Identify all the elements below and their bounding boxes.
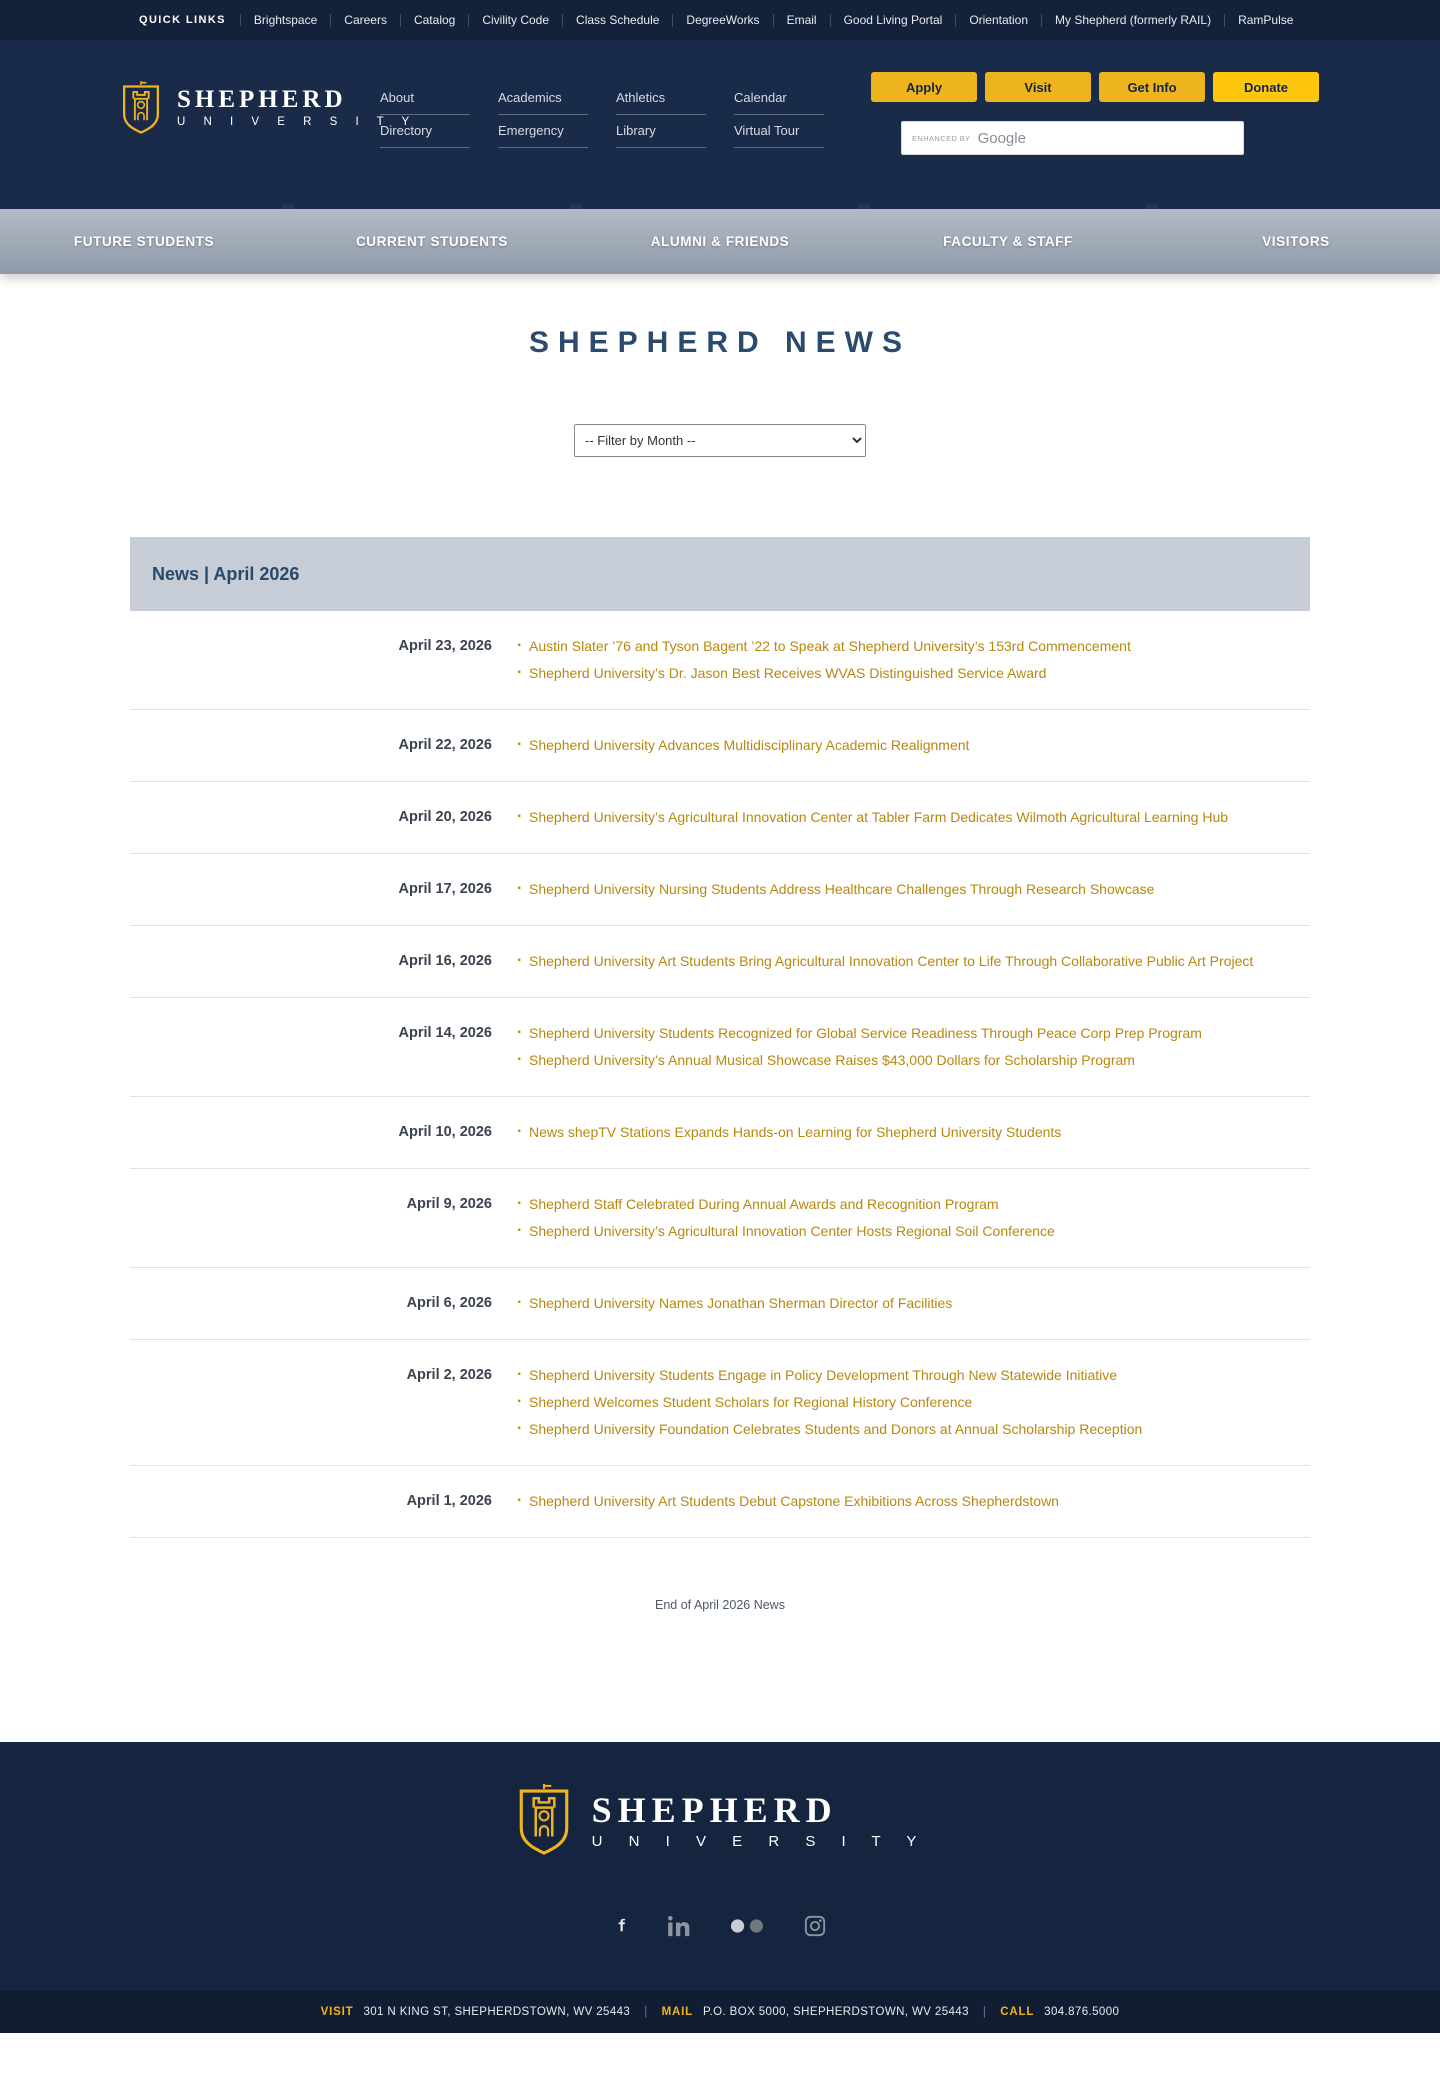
- news-row: [130, 1340, 1310, 1466]
- site-header: [0, 40, 1440, 209]
- news-date: April 16, 2026: [398, 953, 492, 969]
- site-footer: [0, 1742, 1440, 2033]
- audience-nav-future-students[interactable]: FUTURE STUDENTS: [73, 234, 215, 249]
- topbar-link-catalog[interactable]: Catalog: [401, 14, 469, 27]
- bullet-icon: ·: [517, 880, 523, 897]
- news-row: [130, 611, 1310, 710]
- filter-wrap: [0, 424, 1440, 457]
- news-date: April 17, 2026: [398, 881, 492, 897]
- header-nav: [380, 90, 852, 156]
- nav-notch: [570, 204, 582, 209]
- news-date: April 23, 2026: [398, 638, 492, 654]
- news-date: April 1, 2026: [406, 1493, 492, 1509]
- header-nav-virtual-tour[interactable]: Virtual Tour: [734, 123, 824, 148]
- contact-separator: |: [644, 2006, 648, 2018]
- topbar-link-degreeworks[interactable]: DegreeWorks: [673, 14, 773, 27]
- news-links: [517, 1290, 1310, 1317]
- news-row: [130, 782, 1310, 854]
- visit-button[interactable]: Visit: [985, 72, 1091, 102]
- mail-label: MAIL: [661, 2006, 693, 2018]
- news-date: April 10, 2026: [398, 1124, 492, 1140]
- bullet-icon: ·: [517, 1051, 523, 1068]
- news-links: [517, 1119, 1310, 1146]
- news-row: [130, 1169, 1310, 1268]
- news-link[interactable]: Shepherd University Foundation Celebrates Students and Donors at Annual Scholarship Reception: [529, 1421, 1143, 1437]
- news-row: [130, 1268, 1310, 1340]
- header-nav-library[interactable]: Library: [616, 123, 706, 148]
- bullet-icon: ·: [517, 1024, 523, 1041]
- bullet-icon: ·: [517, 1393, 523, 1410]
- topbar-link-careers[interactable]: Careers: [331, 14, 401, 27]
- logo-line1: SHEPHERD: [177, 86, 347, 114]
- news-link[interactable]: Shepherd University Art Students Debut Capstone Exhibitions Across Shepherdstown: [529, 1493, 1059, 1509]
- news-links: [517, 876, 1310, 903]
- google-logo: Google: [977, 129, 1026, 147]
- header-nav-row1: [380, 90, 852, 123]
- news-row: [130, 1466, 1310, 1538]
- footer-logo-text: [591, 1789, 928, 1850]
- news-item: [517, 804, 1295, 831]
- page-title: SHEPHERD NEWS: [528, 326, 912, 359]
- news-item: [517, 1191, 1295, 1218]
- search-enhanced-by-label: ENHANCED BY: [912, 133, 971, 143]
- contact-separator: |: [982, 2006, 987, 2018]
- news-item: [517, 1218, 1295, 1245]
- footer-logo-line2: U N I V E R S I T Y: [591, 1832, 928, 1850]
- apply-button[interactable]: Apply: [871, 72, 977, 102]
- audience-nav-faculty-staff[interactable]: FACULTY & STAFF: [943, 234, 1073, 249]
- news-link[interactable]: Shepherd University Names Jonathan Sherman Director of Facilities: [529, 1295, 953, 1311]
- news-link[interactable]: Shepherd University Nursing Students Address Healthcare Challenges Through Research Showcase: [529, 881, 1155, 897]
- header-nav-academics[interactable]: Academics: [498, 90, 588, 115]
- news-item: [517, 633, 1295, 660]
- news-link[interactable]: Shepherd Welcomes Student Scholars for Regional History Conference: [529, 1394, 973, 1410]
- news-links: [517, 948, 1310, 975]
- news-row: [130, 710, 1310, 782]
- logo-line2: U N I V E R S I T Y: [177, 116, 417, 129]
- news-link[interactable]: Shepherd University Advances Multidisciplinary Academic Realignment: [529, 737, 970, 753]
- news-date: April 2, 2026: [406, 1367, 492, 1383]
- end-of-news-text: End of April 2026 News: [655, 1598, 785, 1612]
- news-item: [517, 948, 1295, 975]
- bullet-icon: ·: [517, 1195, 523, 1212]
- bullet-icon: ·: [517, 1294, 523, 1311]
- news-section-header: [130, 537, 1310, 611]
- audience-nav-current-students[interactable]: CURRENT STUDENTS: [355, 234, 509, 249]
- news-date: April 14, 2026: [398, 1025, 492, 1041]
- site-search-input[interactable]: [901, 121, 1244, 155]
- news-item: [517, 1047, 1295, 1074]
- news-link[interactable]: Shepherd University’s Agricultural Innovation Center at Tabler Farm Dedicates Wilmoth Agricultural Learning Hub: [529, 809, 1229, 825]
- news-item: [517, 1488, 1295, 1515]
- news-date: April 9, 2026: [406, 1196, 492, 1212]
- visit-label: VISIT: [320, 2006, 354, 2018]
- news-links: [517, 1362, 1310, 1443]
- bullet-icon: ·: [517, 637, 523, 654]
- news-link[interactable]: Austin Slater ’76 and Tyson Bagent ’22 to Speak at Shepherd University’s 153rd Commencement: [529, 638, 1131, 654]
- month-filter-select[interactable]: [574, 424, 866, 457]
- donate-button[interactable]: Donate: [1213, 72, 1319, 102]
- news-link[interactable]: Shepherd University’s Agricultural Innovation Center Hosts Regional Soil Conference: [529, 1223, 1055, 1239]
- news-container: [130, 537, 1310, 1538]
- quick-links-label: QUICK LINKS: [139, 14, 241, 26]
- header-nav-athletics[interactable]: Athletics: [616, 90, 706, 115]
- news-links: [517, 1488, 1310, 1515]
- news-links: [517, 804, 1310, 831]
- news-item: [517, 1119, 1295, 1146]
- news-date: April 20, 2026: [398, 809, 492, 825]
- audience-nav-visitors[interactable]: VISITORS: [1262, 234, 1330, 249]
- social-links: [0, 1914, 1440, 1938]
- news-link[interactable]: Shepherd University Students Engage in Policy Development Through New Statewide Initiative: [529, 1367, 1118, 1383]
- bullet-icon: ·: [517, 736, 523, 753]
- get-info-button[interactable]: Get Info: [1099, 72, 1205, 102]
- news-item: [517, 1020, 1295, 1047]
- header-nav-calendar[interactable]: Calendar: [734, 90, 824, 115]
- nav-notch: [1146, 204, 1158, 209]
- nav-notch: [858, 204, 870, 209]
- audience-nav-alumni-friends[interactable]: ALUMNI & FRIENDS: [650, 234, 790, 249]
- news-item: [517, 660, 1295, 687]
- quick-links-bar: [0, 0, 1440, 40]
- header-nav-about[interactable]: About: [380, 90, 470, 115]
- news-link[interactable]: Shepherd University Art Students Bring Agricultural Innovation Center to Life Through Collaborative Public Art Project: [529, 953, 1254, 969]
- header-logo[interactable]: [118, 80, 417, 136]
- news-link[interactable]: Shepherd Staff Celebrated During Annual Awards and Recognition Program: [529, 1196, 999, 1212]
- news-section-title: News | April 2026: [152, 563, 300, 584]
- news-row: [130, 1097, 1310, 1169]
- topbar-link-brightspace[interactable]: Brightspace: [241, 14, 331, 27]
- news-link[interactable]: News shepTV Stations Expands Hands-on Learning for Shepherd University Students: [529, 1124, 1062, 1140]
- bullet-icon: ·: [517, 808, 523, 825]
- news-link[interactable]: Shepherd University’s Dr. Jason Best Receives WVAS Distinguished Service Award: [529, 665, 1047, 681]
- topbar-link-civility-code[interactable]: Civility Code: [469, 14, 563, 27]
- flickr-icon[interactable]: [730, 1918, 764, 1934]
- nav-notch: [282, 204, 294, 209]
- topbar-link-rampulse[interactable]: RamPulse: [1238, 13, 1294, 27]
- footer-logo[interactable]: [0, 1782, 1440, 1858]
- topbar-link-my-shepherd-formerly-rail[interactable]: My Shepherd (formerly RAIL): [1042, 14, 1225, 27]
- shepherd-crest-icon: [118, 80, 164, 136]
- shepherd-crest-icon: [513, 1782, 575, 1858]
- news-item: [517, 732, 1295, 759]
- linkedin-icon[interactable]: [668, 1915, 690, 1937]
- facebook-icon[interactable]: [614, 1914, 628, 1938]
- news-row: [130, 998, 1310, 1097]
- news-item: [517, 1416, 1295, 1443]
- news-item: [517, 876, 1295, 903]
- news-link[interactable]: Shepherd University Students Recognized for Global Service Readiness Through Peace Corp Prep Program: [529, 1025, 1202, 1041]
- bullet-icon: ·: [517, 1420, 523, 1437]
- news-item: [517, 1362, 1295, 1389]
- topbar-link-good-living-portal[interactable]: Good Living Portal: [831, 14, 957, 27]
- header-nav-directory[interactable]: Directory: [380, 123, 470, 148]
- quick-links-nav: [241, 11, 1307, 29]
- bullet-icon: ·: [517, 952, 523, 969]
- news-item: [517, 1389, 1295, 1416]
- header-nav-row2: [380, 123, 852, 156]
- instagram-icon[interactable]: [804, 1915, 826, 1937]
- call-number: 304.876.5000: [1044, 2006, 1120, 2018]
- footer-logo-line1: SHEPHERD: [591, 1789, 838, 1830]
- news-item: [517, 1290, 1295, 1317]
- topbar-link-email[interactable]: Email: [774, 14, 831, 27]
- audience-nav: [0, 209, 1440, 274]
- news-date: April 6, 2026: [406, 1295, 492, 1311]
- main-content: [0, 326, 1440, 1612]
- bullet-icon: ·: [517, 1222, 523, 1239]
- news-links: [517, 1020, 1310, 1074]
- bullet-icon: ·: [517, 664, 523, 681]
- topbar-link-class-schedule[interactable]: Class Schedule: [563, 14, 673, 27]
- call-label: CALL: [1000, 2006, 1035, 2018]
- header-cta-group: [871, 72, 1319, 102]
- visit-address: 301 N KING ST, SHEPHERDSTOWN, WV 25443: [363, 2006, 631, 2018]
- news-row: [130, 926, 1310, 998]
- footer-contact-bar: [0, 1991, 1440, 2033]
- news-link[interactable]: Shepherd University’s Annual Musical Showcase Raises $43,000 Dollars for Scholarship Program: [529, 1052, 1135, 1068]
- news-links: [517, 633, 1310, 687]
- bullet-icon: ·: [517, 1123, 523, 1140]
- news-date: April 22, 2026: [398, 737, 492, 753]
- header-nav-emergency[interactable]: Emergency: [498, 123, 588, 148]
- news-links: [517, 1191, 1310, 1245]
- news-row: [130, 854, 1310, 926]
- bullet-icon: ·: [517, 1492, 523, 1509]
- topbar-link-orientation[interactable]: Orientation: [956, 14, 1042, 27]
- mail-address: P.O. BOX 5000, SHEPHERDSTOWN, WV 25443: [702, 2006, 969, 2018]
- bullet-icon: ·: [517, 1366, 523, 1383]
- news-links: [517, 732, 1310, 759]
- news-list: [130, 611, 1310, 1538]
